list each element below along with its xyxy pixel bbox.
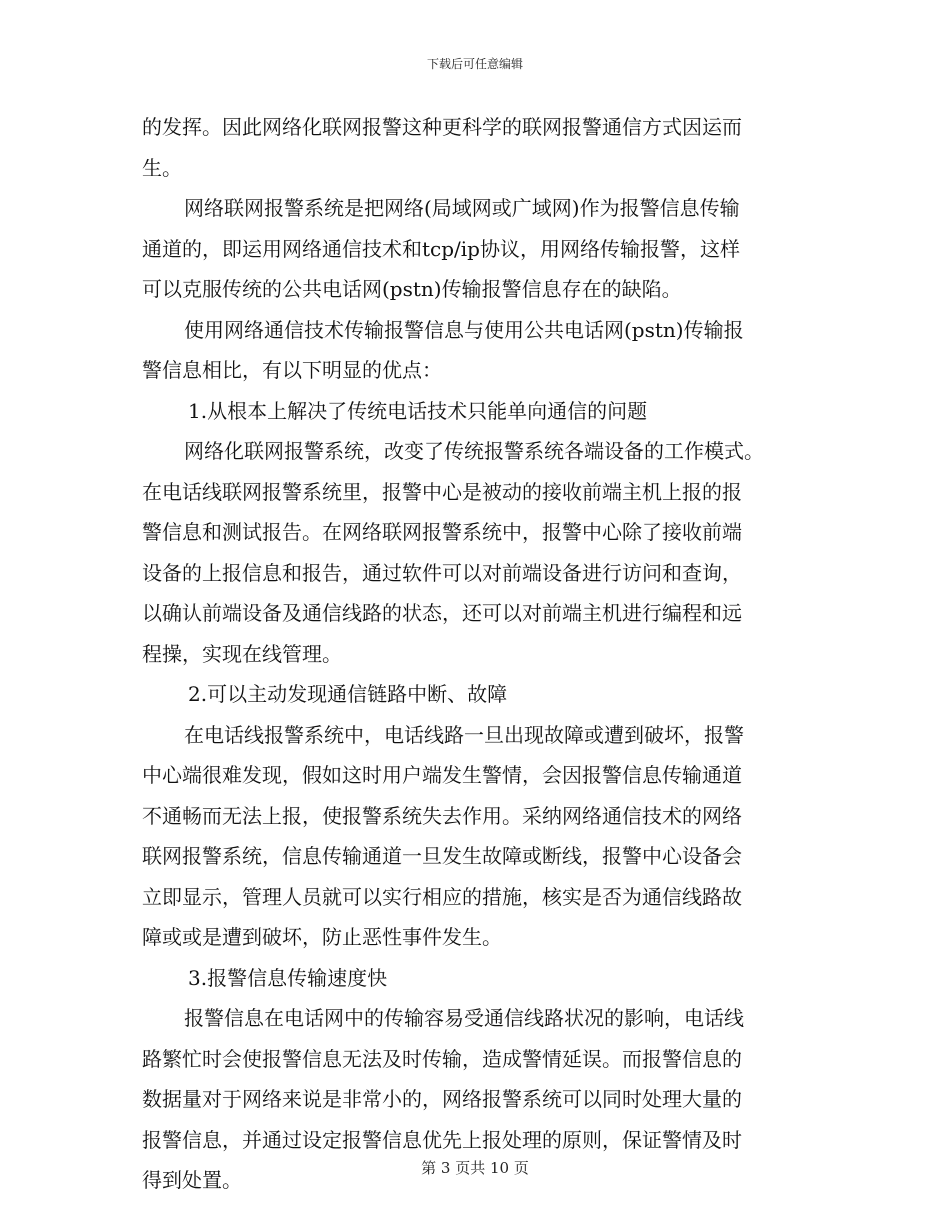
text-line: 路繁忙时会使报警信息无法及时传输，造成警情延误。而报警信息的 bbox=[142, 1046, 742, 1071]
text-line: 警信息相比，有以下明显的优点： bbox=[142, 358, 442, 382]
text-line: 以确认前端设备及通信线路的状态，还可以对前端主机进行编程和远 bbox=[142, 601, 742, 625]
text-line: 可以克服传统的公共电话网(pstn)传输报警信息存在的缺陷。 bbox=[142, 277, 682, 301]
section-heading: 1.从根本上解决了传统电话技术只能单向通信的问题 bbox=[188, 398, 648, 423]
page-header: 下载后可任意编辑 bbox=[426, 57, 523, 71]
text-line: 通道的，即运用网络通信技术和tcp/ip协议，用网络传输报警，这样 bbox=[142, 236, 740, 261]
text-line: 在电话线报警系统中，电话线路一旦出现故障或遭到破坏，报警 bbox=[184, 722, 744, 747]
text-line: 警信息和测试报告。在网络联网报警系统中，报警中心除了接收前端 bbox=[142, 520, 742, 544]
text-line: 中心端很难发现，假如这时用户端发生警情，会因报警信息传输通道 bbox=[142, 763, 742, 787]
text-line: 网络联网报警系统是把网络(局域网或广域网)作为报警信息传输 bbox=[184, 196, 740, 220]
text-line: 程操，实现在线管理。 bbox=[142, 641, 342, 666]
text-line: 的发挥。因此网络化联网报警这种更科学的联网报警通信方式因运而 bbox=[142, 115, 742, 139]
text-line: 在电话线联网报警系统里，报警中心是被动的接收前端主机上报的报 bbox=[142, 479, 742, 504]
text-line: 联网报警系统，信息传输通道一旦发生故障或断线，报警中心设备会 bbox=[142, 844, 742, 868]
section-heading: 3.报警信息传输速度快 bbox=[188, 965, 388, 990]
text-line: 数据量对于网络来说是非常小的，网络报警系统可以同时处理大量的 bbox=[142, 1087, 742, 1111]
text-line: 不通畅而无法上报，使报警系统失去作用。采纳网络通信技术的网络 bbox=[142, 803, 742, 828]
section-heading: 2.可以主动发现通信链路中断、故障 bbox=[188, 682, 508, 706]
text-line: 得到处置。 bbox=[142, 1168, 242, 1192]
text-line: 报警信息在电话网中的传输容易受通信线路状况的影响，电话线 bbox=[184, 1006, 744, 1030]
text-line: 网络化联网报警系统，改变了传统报警系统各端设备的工作模式。 bbox=[184, 439, 764, 463]
text-line: 使用网络通信技术传输报警信息与使用公共电话网(pstn)传输报 bbox=[184, 317, 744, 342]
document-body bbox=[142, 107, 812, 1201]
text-line: 障或或是遭到破坏，防止恶性事件发生。 bbox=[142, 925, 502, 949]
text-line: 立即显示，管理人员就可以实行相应的措施，核实是否为通信线路故 bbox=[142, 884, 742, 909]
text-line: 设备的上报信息和报告，通过软件可以对前端设备进行访问和查询， bbox=[142, 560, 742, 585]
text-line: 生。 bbox=[142, 155, 182, 180]
page-footer: 第 3 页共 10 页 bbox=[421, 1159, 529, 1177]
text-line: 报警信息，并通过设定报警信息优先上报处理的原则，保证警情及时 bbox=[142, 1127, 742, 1152]
